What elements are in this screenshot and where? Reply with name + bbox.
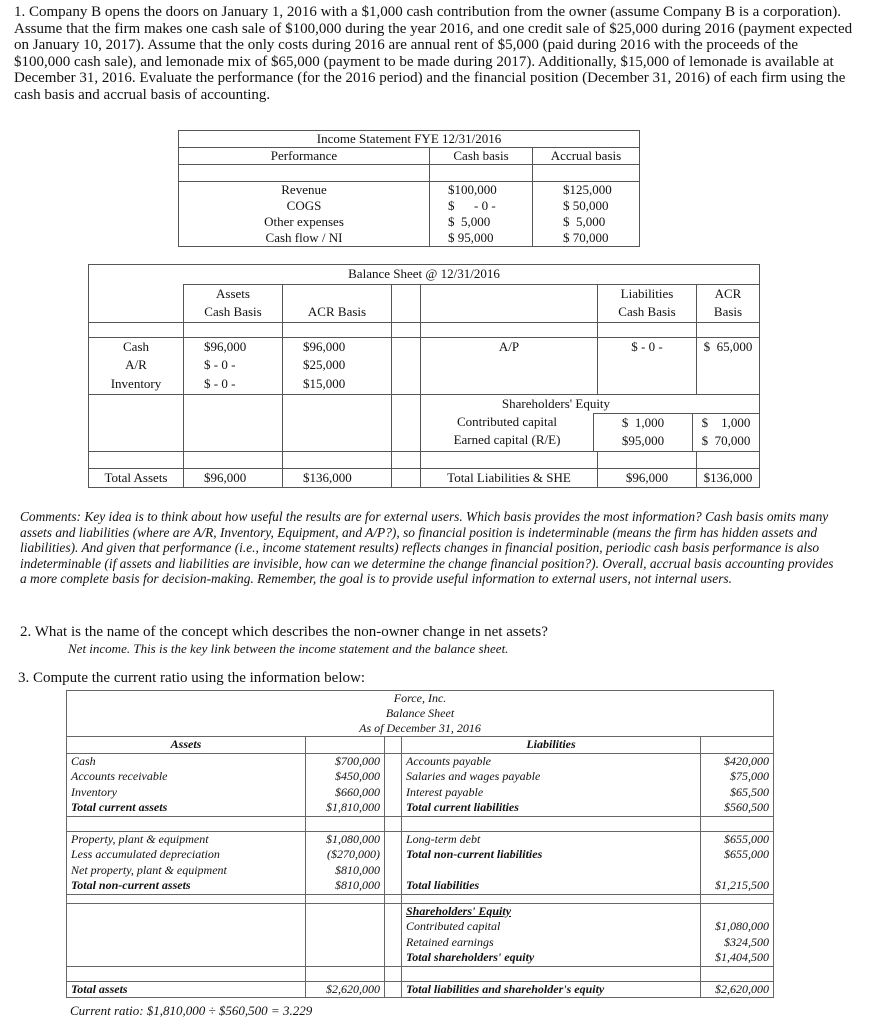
- income-statement-table: [178, 130, 640, 247]
- income-labels: Revenue COGS Other expenses Cash flow / NI: [179, 182, 430, 247]
- force-noncurrent-assets-values: $1,080,000 ($270,000) $810,000 $810,000: [306, 831, 385, 894]
- force-assets-header: Assets: [67, 737, 306, 754]
- force-noncurrent-liabilities: Long-term debt Total non-current liabilities Total liabilities: [402, 831, 701, 894]
- force-current-liabilities-values: $420,000 $75,000 $65,500 $560,500: [701, 753, 774, 816]
- bs-she-cash: $ 1,000 $95,000: [593, 413, 692, 451]
- income-cash-values: $100,000 $ - 0 - $ 5,000 $ 95,000: [430, 182, 533, 247]
- bs-total-liab-acr: $136,000: [697, 468, 760, 488]
- bs-asset-cash-values: $96,000 $ - 0 - $ - 0 -: [184, 337, 283, 394]
- comments: Comments: Key idea is to think about how useful the results are for external users. Which basis provides the most information? Cash basis omits many assets and liabilities (where are A/R, Inventory, Equipment, and A/P?), so financial position is indeterminable (means the firm has hidden assets and liabilities). And given that performance (i.e., income statement results) reflects changes in financial position, periodic cash basis performance is also indeterminable (if assets and liabilities are invisible, how can we determine the change financial position?). Overall, accrual basis accounting provides a more complete basis for decision-making. Remember, the goal is to provide useful information to external users, not internal users.: [20, 509, 834, 587]
- force-balance-sheet: [66, 690, 774, 998]
- bs-asset-acr-values: $96,000 $25,000 $15,000: [283, 337, 392, 394]
- bs-she-labels: Contributed capital Earned capital (R/E): [453, 413, 561, 448]
- bs-ap-label: A/P: [421, 337, 598, 394]
- force-noncurrent-assets: Property, plant & equipment Less accumulated depreciation Net property, plant & equipment Total non-current assets: [67, 831, 306, 894]
- bs-she-acr: $ 1,000 $ 70,000: [692, 413, 759, 451]
- bs-ap-cash: $ - 0 -: [598, 337, 697, 394]
- bs-total-liab-label: Total Liabilities & SHE: [421, 468, 598, 488]
- force-equity: Shareholders' Equity Contributed capital Retained earnings Total shareholders' equity: [402, 903, 701, 966]
- bs-liabilities-header: Liabilities Cash Basis: [598, 284, 697, 322]
- force-equity-values: $1,080,000 $324,500 $1,404,500: [701, 903, 774, 966]
- bs-total-assets-acr: $136,000: [283, 468, 392, 488]
- force-total-assets-value: $2,620,000: [306, 981, 385, 998]
- income-accrual-values: $125,000 $ 50,000 $ 5,000 $ 70,000: [533, 182, 640, 247]
- bs-asset-labels: Cash A/R Inventory: [89, 337, 184, 394]
- question-1: 1. Company B opens the doors on January 1, 2016 with a $1,000 cash contribution from the owner (assume Company B is a corporation). Assume that the firm makes one cash sale of $100,000 during the year 2016, and one credit sale of $25,000 during 2016 (payment expected on January 10, 2017). Assume that the only costs during 2016 are annual rent of $5,000 (paid during 2016 with the proceeds of the $100,000 cash sale), and lemonade mix of $65,000 (payment to be made during 2017). Additionally, $15,000 of lemonade is available at December 31, 2016. Evaluate the performance (for the 2016 period) and the financial position (December 31, 2016) of each firm using the cash basis and accrual basis of accounting.: [14, 4, 853, 103]
- balance-sheet-title: Balance Sheet @ 12/31/2016: [89, 265, 760, 285]
- force-total-liab-she-label: Total liabilities and shareholder's equity: [402, 981, 701, 998]
- bs-total-assets-cash: $96,000: [184, 468, 283, 488]
- force-noncurrent-liabilities-values: $655,000 $655,000 $1,215,500: [701, 831, 774, 894]
- force-current-liabilities: Accounts payable Salaries and wages payable Interest payable Total current liabilities: [402, 753, 701, 816]
- bs-assets-header: Assets Cash Basis: [184, 284, 283, 322]
- force-current-assets-values: $700,000 $450,000 $660,000 $1,810,000: [306, 753, 385, 816]
- col-performance: Performance: [179, 148, 430, 165]
- bs-total-assets-label: Total Assets: [89, 468, 184, 488]
- balance-sheet-table: [88, 264, 760, 488]
- force-liabilities-header: Liabilities: [402, 737, 701, 754]
- question-2: 2. What is the name of the concept which describes the non-owner change in net assets?: [20, 624, 548, 640]
- force-total-assets-label: Total assets: [67, 981, 306, 998]
- question-3: 3. Compute the current ratio using the information below:: [18, 670, 366, 686]
- col-cash-basis: Cash basis: [430, 148, 533, 165]
- question-2-answer: Net income. This is the key link between the income statement and the balance sheet.: [68, 641, 509, 656]
- current-ratio: Current ratio: $1,810,000 ÷ $560,500 = 3.229: [70, 1003, 313, 1018]
- bs-liabilities-acr-header: ACR Basis: [697, 284, 760, 322]
- force-total-liab-she-value: $2,620,000: [701, 981, 774, 998]
- force-header: Force, Inc. Balance Sheet As of December 31, 2016: [67, 691, 774, 737]
- force-current-assets: Cash Accounts receivable Inventory Total current assets: [67, 753, 306, 816]
- bs-total-liab-cash: $96,000: [598, 468, 697, 488]
- bs-assets-acr-header: ACR Basis: [283, 284, 392, 322]
- bs-she-header: Shareholders' Equity: [501, 395, 611, 411]
- col-accrual-basis: Accrual basis: [533, 148, 640, 165]
- bs-ap-acr: $ 65,000: [697, 337, 760, 394]
- income-statement-title: Income Statement FYE 12/31/2016: [179, 131, 640, 148]
